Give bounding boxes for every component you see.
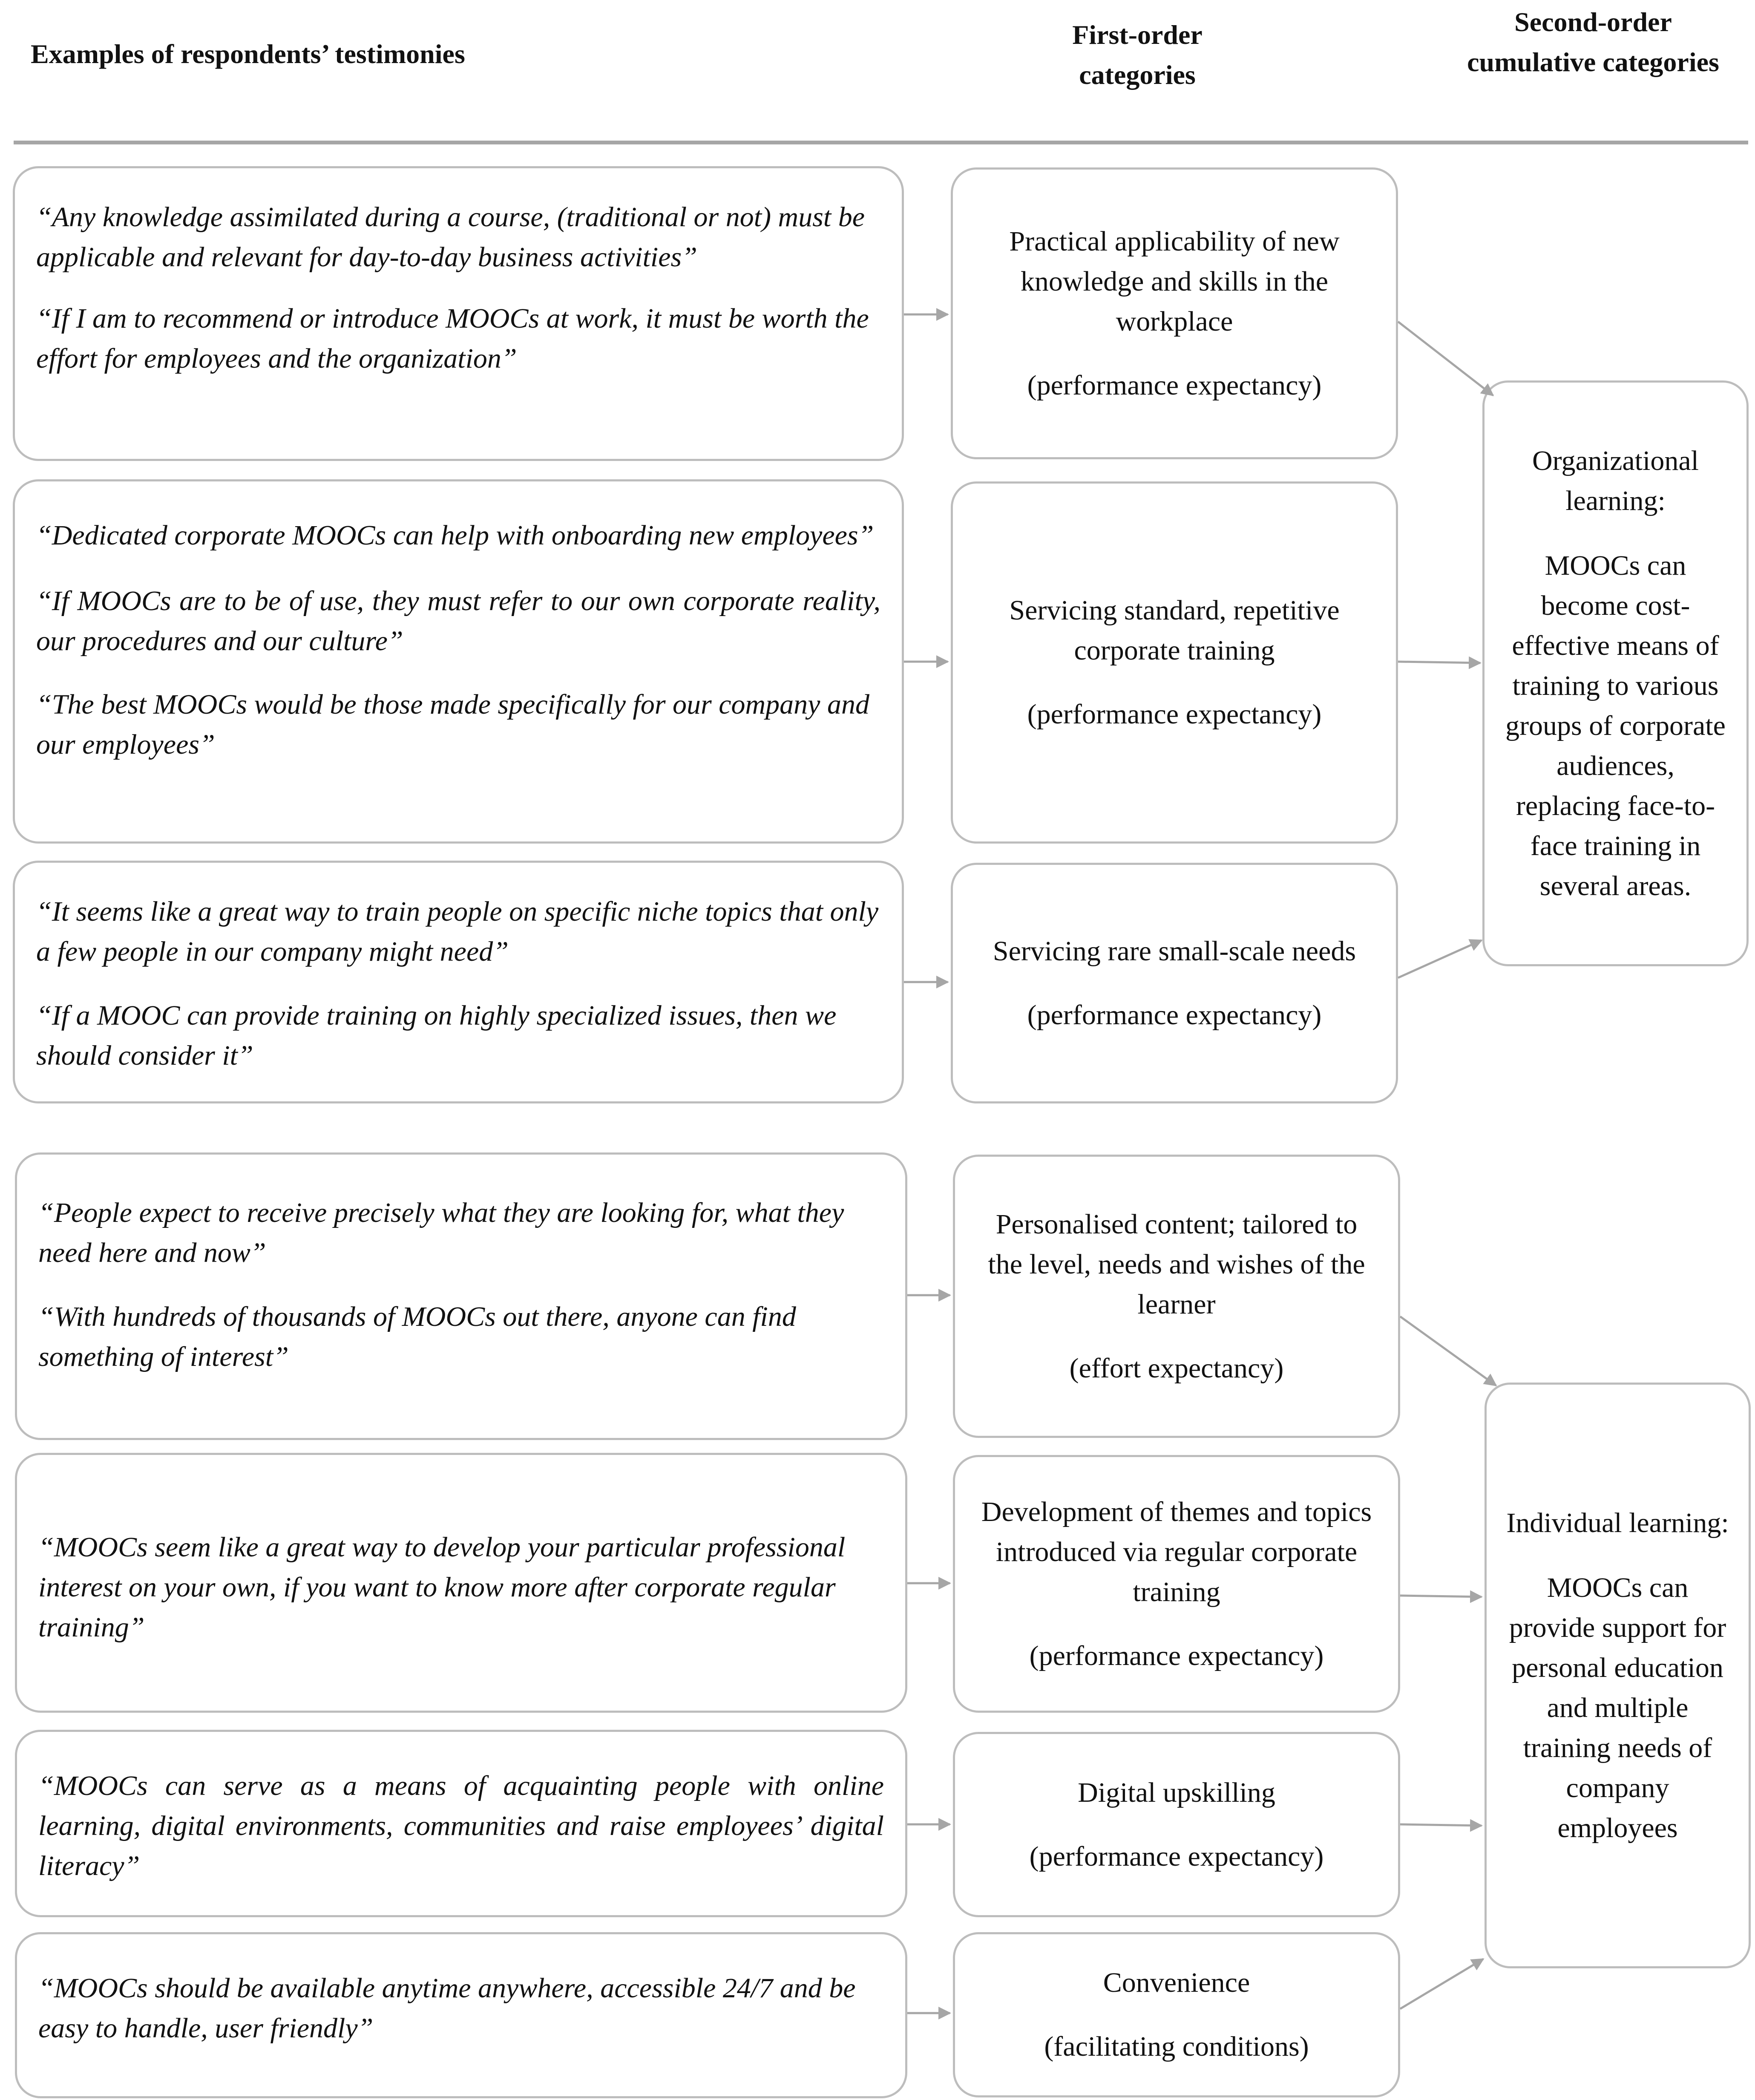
second-order-title: Individual learning:: [1506, 1507, 1729, 1538]
arrow: [1398, 322, 1493, 395]
category-label: Convenience: [1103, 1967, 1250, 1998]
arrow: [1400, 1824, 1482, 1826]
arrow: [1400, 1316, 1496, 1386]
arrow: [1400, 1959, 1483, 2009]
second-order-description: MOOCs can become cost-effective means of training to various groups of corporate audiences, replacing face-to-face training in several areas.: [1505, 550, 1726, 902]
testimony-quote: “It seems like a great way to train people on specific niche topics that only a few people in our company might need”: [36, 896, 879, 967]
header-second-order: Second-order cumulative categories: [1467, 7, 1719, 77]
testimony-quote: “If a MOOC can provide training on highly specialized issues, then we should consider it”: [36, 1000, 837, 1071]
testimony-quote: “The best MOOCs would be those made specifically for our company and our employees”: [36, 689, 869, 760]
testimony-quote: “MOOCs can serve as a means of acquainting people with online learning, digital environments, communities and raise employees’ digital literacy”: [38, 1770, 884, 1881]
category-label: Servicing standard, repetitive corporate training: [1009, 595, 1340, 666]
construct-label: (performance expectancy): [1029, 1841, 1324, 1872]
category-label: Development of themes and topics introduced via regular corporate training: [981, 1496, 1372, 1607]
header-testimonies: Examples of respondents’ testimonies: [31, 39, 465, 69]
arrow: [1398, 940, 1482, 978]
header-first-order: First-order categories: [1072, 20, 1203, 90]
category-label: Practical applicability of new knowledge and skills in the workplace: [1009, 225, 1340, 337]
testimony-quote: “MOOCs seem like a great way to develop your particular professional interest on your own, if you want to know more after corporate regular training”: [38, 1532, 846, 1643]
construct-label: (facilitating conditions): [1044, 2031, 1309, 2062]
construct-label: (performance expectancy): [1027, 369, 1322, 401]
construct-label: (performance expectancy): [1027, 699, 1322, 730]
testimony-quote: “Any knowledge assimilated during a course, (traditional or not) must be applicable and relevant for day-to-day business activities”: [36, 202, 865, 273]
testimony-quote: “If I am to recommend or introduce MOOCs at work, it must be worth the effort for employees and the organization”: [36, 303, 869, 374]
second-order-description: MOOCs can provide support for personal education and multiple training needs of company employees: [1509, 1572, 1726, 1844]
testimony-quote: “Dedicated corporate MOOCs can help with onboarding new employees”: [36, 520, 874, 551]
arrow: [1400, 1596, 1482, 1597]
testimony-quote: “MOOCs should be available anytime anywhere, accessible 24/7 and be easy to handle, user friendly”: [38, 1973, 856, 2044]
second-order-title: Organizational learning:: [1532, 445, 1699, 516]
testimony-quote: “With hundreds of thousands of MOOCs out there, anyone can find something of interest”: [38, 1301, 796, 1372]
arrow: [1398, 662, 1480, 663]
testimony-quote: “If MOOCs are to be of use, they must refer to our own corporate reality, our procedures and our culture”: [36, 585, 880, 657]
testimony-quote: “People expect to receive precisely what they are looking for, what they need here and now”: [38, 1197, 844, 1268]
construct-label: (performance expectancy): [1027, 999, 1322, 1031]
construct-label: (performance expectancy): [1029, 1640, 1324, 1671]
category-label: Servicing rare small-scale needs: [993, 935, 1356, 967]
category-label: Personalised content; tailored to the level, needs and wishes of the learner: [988, 1208, 1365, 1320]
category-label: Digital upskilling: [1078, 1777, 1275, 1808]
construct-label: (effort expectancy): [1069, 1352, 1284, 1384]
